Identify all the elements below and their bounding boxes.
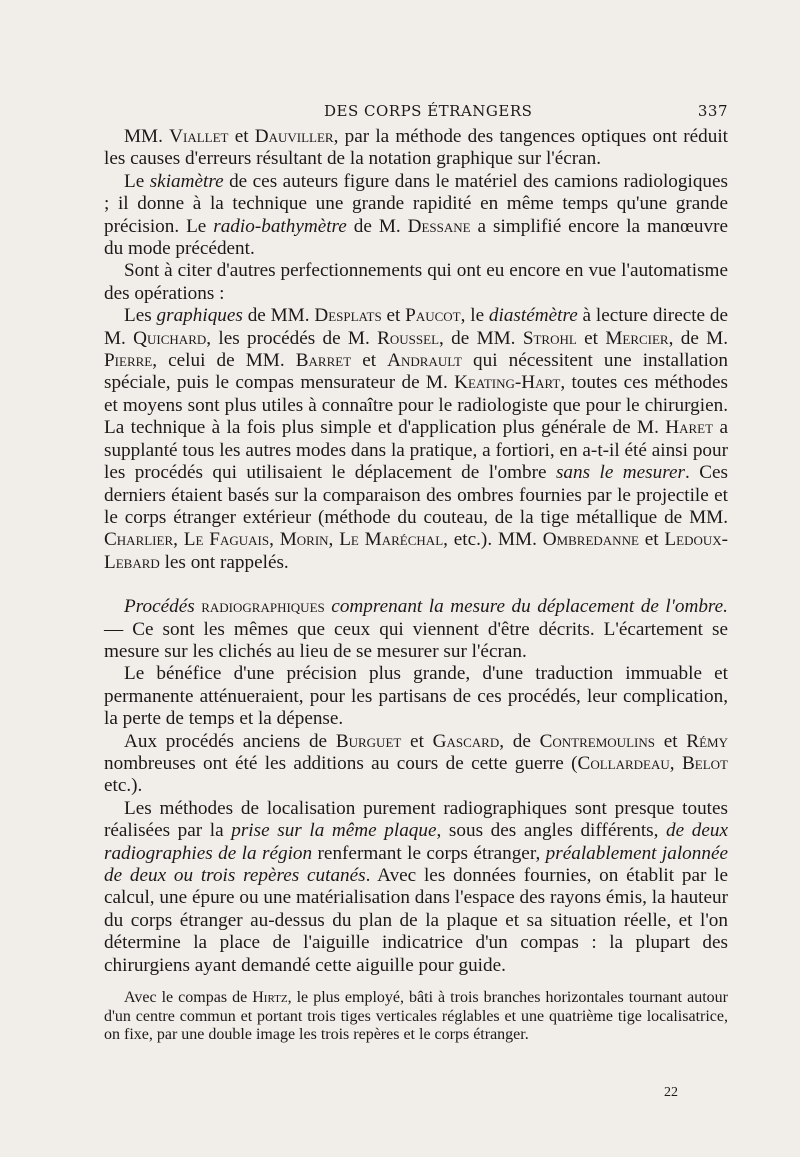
text-run: , le [460,305,489,327]
text-run: et [638,529,665,551]
text-run: , les procédés de M. [206,327,378,349]
author-name: Le Faguais [183,529,270,551]
author-name: Viallet [169,126,229,147]
text-run: nombreuses ont été les additions au cours de cette guerre ( [104,752,578,774]
text-run: de ces auteurs figure dans le matériel des camions radiologiques ; il donne à la technique une grande rapidité en même temps qu'une grande précision. Le [104,170,728,237]
emphasis: radio-bathymètre [213,215,347,237]
page-number: 337 [697,102,728,120]
text-run: — Ce sont les mêmes que ceux qui viennent d'être décrits. L'écartement se mesure sur les clichés au lieu de se mesurer sur l'écran. [104,618,728,662]
text-run: à lecture directe de M. [104,305,728,349]
author-name: Paucot [405,305,461,327]
text-run: Les méthodes de localisation purement radiographiques sont presque toutes réalisées par la [104,797,728,842]
text-run: de MM. [242,305,315,327]
text-run: les ont rappelés. [159,551,289,573]
section-heading: comprenant la mesure du déplacement de l'ombre. [324,596,728,618]
text-run: Avec le compas de [124,989,253,1007]
author-name: Belot [681,752,728,774]
author-name: Mercier [605,327,669,349]
text-run: et [228,126,255,147]
text-run: , de MM. [439,327,523,349]
emphasis: de deux radiographies de la région [104,820,728,864]
author-name: Haret [665,417,714,439]
author-name: Charlier [104,529,174,551]
text-run: Le bénéfice d'une précision plus grande, d'une traduction immuable et permanente atténueraient, pour les partisans de ces procédés, leur complication, la perte de temps et la dépense. [104,663,728,730]
text-run: et [351,350,388,372]
text-run: , [669,752,682,774]
text-run: Le [124,170,150,192]
text-run: qui nécessitent une installation spéciale, puis le compas mensurateur de M. [104,350,728,394]
text-run: et [654,730,687,752]
paragraph [104,126,728,171]
text-run: Les [124,305,157,327]
author-name: Contremoulins [539,730,655,752]
text-run: Aux procédés anciens de [124,730,336,752]
emphasis: prise sur la même plaque [231,820,437,842]
paragraph [104,260,728,305]
author-name: Andrault [387,350,462,372]
text-run: , le plus employé, bâti à trois branches horizontales tournant autour d'un centre commun et portant trois tiges verticales réglables et une quatrième tige localisatrice, on fixe, par une double image les trois repères et le corps étranger. [104,989,729,1044]
running-title: DES CORPS ÉTRANGERS [324,102,533,120]
author-name: Barret [295,350,352,372]
author-name: Ombredanne [542,529,639,551]
author-name: Keating-Hart [454,372,561,394]
text-run: , [173,529,184,551]
text-run: et [576,327,606,349]
paragraph [104,663,728,730]
text-run: MM. [124,126,170,147]
paragraph [104,731,728,798]
paragraph [104,305,728,574]
author-name: Quichard [133,327,207,349]
author-name: Dauviller [254,126,334,147]
text-run: renfermant le corps étranger, [312,842,546,864]
text-run: . Avec les données fournies, on établit par le calcul, une épure ou une matérialisation dans l'espace des rayons émis, la hauteur du corps étranger au-dessus du plan de la plaque et sa situation réelle, et l'on détermine la place de l'aiguille indicatrice d'un compas : la plupart des chirurgiens ayant demandé cette aiguille pour guide. [104,865,728,976]
text-run: , de [499,730,540,752]
author-name: Burguet [335,730,402,752]
text-run: , sous des angles différents, [436,820,667,842]
text-run: de M. [346,215,408,237]
author-name: Roussel [377,327,440,349]
text-run: , celui de MM. [152,350,296,372]
text-run: , etc.). MM. [443,529,543,551]
author-name: Le Maréchal [339,529,444,551]
text-run: et [401,730,433,752]
printer-signature-mark: 22 [664,1085,678,1100]
emphasis: préalablement jalonnée de deux ou trois repères cutanés [104,842,728,886]
text-run: , toutes ces méthodes et moyens sont plus utiles à connaître pour le radiologiste que pour le chirurgien. La technique à la fois plus simple et d'application plus générale de M. [104,372,728,439]
paragraph [104,798,728,977]
author-name: Pierre [104,350,153,372]
author-name: Rémy [686,730,728,752]
emphasis: sans le mesurer [555,462,685,484]
emphasis: graphiques [156,305,243,327]
text-run: , de M. [668,327,729,349]
note-paragraph [104,989,728,1045]
page-header [104,96,728,126]
section-heading: Procédés [124,596,202,618]
text-run: , [328,529,340,551]
section-heading: radiographiques [201,596,325,618]
text-run: etc.). [104,775,143,797]
author-name: Hirtz [252,989,288,1007]
author-name: Collardeau [577,752,670,774]
author-name: Dessane [407,215,471,237]
author-name: Ledoux-Lebard [104,529,729,573]
emphasis: skiamètre [149,170,224,192]
author-name: Strohl [522,327,577,349]
emphasis: diastémètre [488,305,578,327]
text-run: , par la méthode des tangences optiques ont réduit les causes d'erreurs résultant de la notation graphique sur l'écran. [104,126,728,170]
small-print-note [104,989,728,1045]
text-run: Sont à citer d'autres perfectionnements qui ont eu encore en vue l'automatisme des opérations : [104,260,728,304]
text-run: a simplifié encore la manœuvre du mode précédent. [104,215,728,260]
text-run: et [381,305,406,327]
author-name: Desplats [314,305,382,327]
text-run: a supplanté tous les autres modes dans la pratique, a fortiori, en a-t-il été ainsi pour les procédés qui utilisaient le déplacement de l'ombre [104,417,728,484]
section-heading-paragraph [104,596,728,663]
text-run: . Ces derniers étaient basés sur la comparaison des ombres fournies par le projectile et le corps étranger extérieur (méthode du couteau, de la tige métallique de MM. [104,462,729,528]
text-run: , [269,529,280,551]
body-text [104,126,728,977]
author-name: Morin [279,529,329,551]
author-name: Gascard [432,730,500,752]
paragraph [104,171,728,261]
